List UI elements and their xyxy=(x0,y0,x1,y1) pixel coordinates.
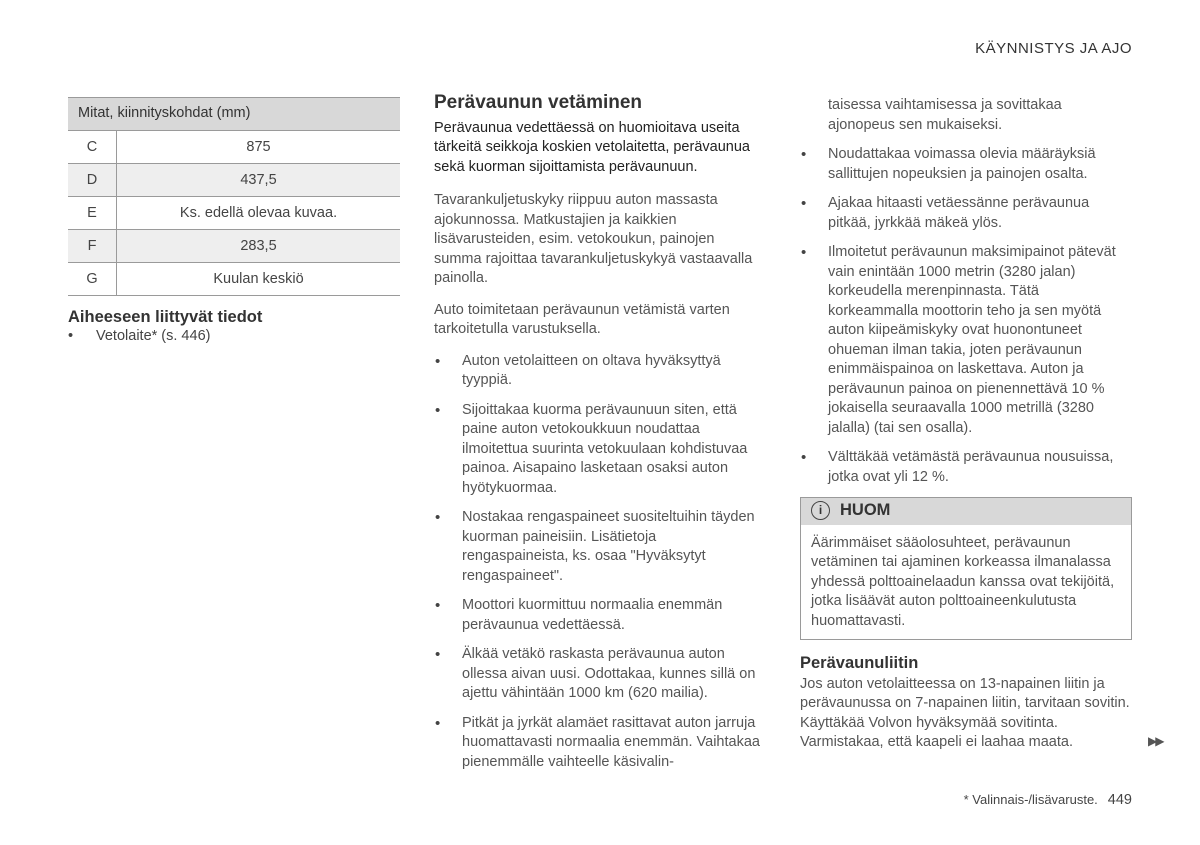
row-value: 437,5 xyxy=(117,164,401,197)
note-box xyxy=(800,497,1132,640)
table-header: Mitat, kiinnityskohdat (mm) xyxy=(68,98,400,131)
dimensions-table xyxy=(68,97,400,296)
row-key: C xyxy=(68,131,117,164)
list-item: • Välttäkää vetämästä perävaunua nousuissa, jotka ovat yli 12 %. xyxy=(800,448,1132,487)
row-value: 875 xyxy=(117,131,401,164)
subsection-text: Jos auton vetolaitteessa on 13-napainen liitin ja perävaunussa on 7-napainen liitin, tarvitaan sovitin. Käyttäkää Volvon hyväksymää sovitinta. Varmistakaa, että kaapeli ei laahaa maata. xyxy=(800,675,1130,750)
chapter-title: KÄYNNISTYS JA AJO xyxy=(975,40,1132,57)
list-item: • Ajakaa hitaasti vetäessänne perävaunua pitkää, jyrkkää mäkeä ylös. xyxy=(800,194,1132,233)
list-item: • Noudattakaa voimassa olevia määräyksiä sallittujen nopeuksien ja painojen osalta. xyxy=(800,145,1132,184)
related-title: Aiheeseen liittyvät tiedot xyxy=(68,308,263,326)
paragraph: Auto toimitetaan perävaunun vetämistä varten tarkoitetulla varustuksella. xyxy=(434,301,730,337)
section-title: Perävaunun vetäminen xyxy=(434,92,643,113)
list-item-continuation: taisessa vaihtamisessa ja sovittakaa ajonopeus sen mukaiseksi. xyxy=(828,97,1062,133)
list-item: • Nostakaa rengaspaineet suositeltuihin täyden kuorman paineisiin. Lisätietoja rengaspaineista, ks. osaa "Hyväksytyt rengaspaineet". xyxy=(434,508,766,586)
bullet-list xyxy=(434,352,766,773)
list-item: • Moottori kuormittuu normaalia enemmän perävaunua vedettäessä. xyxy=(434,596,766,635)
related-link-label: Vetolaite* (s. 446) xyxy=(96,328,211,344)
footer xyxy=(964,792,1132,808)
table-row xyxy=(68,164,400,197)
bullet-list xyxy=(800,96,1132,487)
footnote: * Valinnais-/lisävaruste. xyxy=(963,792,1098,807)
related-link[interactable] xyxy=(68,328,400,344)
list-item: • Älkää vetäkö raskasta perävaunua auton ollessa aivan uusi. Odottakaa, kunnes sillä on ajettu vähintään 1000 km (620 mailia). xyxy=(434,645,766,704)
section-lead: Perävaunua vedettäessä on huomioitava useita tärkeitä seikkoja koskien vetolaitetta, perävaunua sekä kuorman sijoittamista perävaunuun. xyxy=(434,119,750,175)
table-row xyxy=(68,230,400,263)
list-item: • Sijoittakaa kuorma perävaunuun siten, että paine auton vetokoukkuun noudattaa ilmoitettua suurinta vetokuulaan kohdistuvaa painoa. Aisapaino lasketaan osaksi auton hyötykuormaa. xyxy=(434,401,766,499)
info-icon: i xyxy=(811,501,830,520)
row-key: D xyxy=(68,164,117,197)
note-title: HUOM xyxy=(840,501,891,519)
row-value: 283,5 xyxy=(117,230,401,263)
list-item: • Auton vetolaitteen on oltava hyväksyttyä tyyppiä. xyxy=(434,352,766,391)
column-middle xyxy=(434,93,766,782)
note-header xyxy=(801,498,1131,525)
table-row xyxy=(68,197,400,230)
double-arrow-right-icon[interactable]: ▶▶ xyxy=(1148,734,1163,748)
table-row xyxy=(68,131,400,164)
row-value: Kuulan keskiö xyxy=(117,263,401,296)
row-key: E xyxy=(68,197,117,230)
list-item: • Pitkät ja jyrkät alamäet rasittavat auton jarruja huomattavasti normaalia enemmän. Vaihtakaa pienemmälle vaihteelle käsivalin- xyxy=(434,714,766,773)
column-right xyxy=(800,96,1132,753)
subsection-title: Perävaunuliitin xyxy=(800,654,919,672)
table-row xyxy=(68,263,400,296)
bullet-icon: • xyxy=(68,328,74,344)
list-item: • Ilmoitetut perävaunun maksimipainot pätevät vain enintään 1000 metrin (3280 jalan) korkeudella merenpinnasta. Tätä korkeammalla moottorin teho ja sen myötä auton kiipeämiskyky ovat huonontuneet ohueman ilman takia, joten perävaunun enimmäispainoa on laskettava. Auton ja perävaunun painoa on pienennettävä 10 % jokaisella seuraavalla 1000 metrillä (3280 jalalla) (tai sen osalla). xyxy=(800,243,1132,438)
column-left xyxy=(68,97,400,344)
row-key: F xyxy=(68,230,117,263)
paragraph: Tavarankuljetuskyky riippuu auton massasta ajokunnossa. Matkustajien ja kaikkien lisävarusteiden, esim. vetokoukun, painojen summa rajoittaa tavarankuljetuskykyä vastaavalla painolla. xyxy=(434,192,753,286)
row-key: G xyxy=(68,263,117,296)
note-text: Äärimmäiset sääolosuhteet, perävaunun vetäminen tai ajaminen korkeassa ilmanalassa yhdessä polttoainelaadun kanssa ovat tekijöitä, jotka lisäävät auton polttoaineenkulutusta huomattavasti. xyxy=(811,534,1115,629)
page-number: 449 xyxy=(1107,792,1132,808)
row-value: Ks. edellä olevaa kuvaa. xyxy=(117,197,401,230)
